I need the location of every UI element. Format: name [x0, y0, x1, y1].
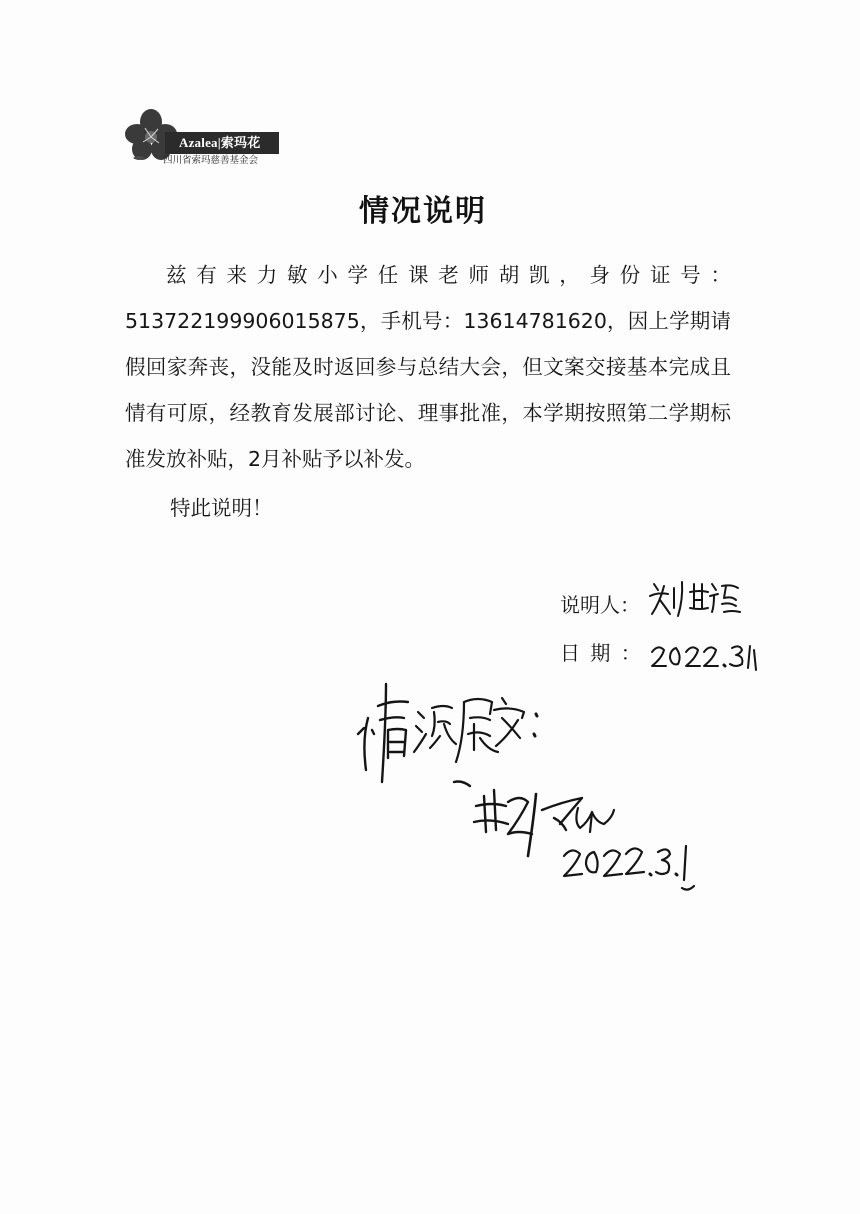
declarant-label: 说明人： [560, 593, 640, 617]
declarant-signature [646, 578, 742, 620]
body-paragraph: 兹有来力敏小学任课老师胡凯，身份证号：513722199906015875，手机号：13614781620，因上学期请假回家奔丧，没能及时返回参与总结大会，但文案交接基本完成且情有可原，经教育发展部讨论、理事批准，本学期按照第二学期标准发放补贴，2月补贴予以补发。 [125, 263, 731, 471]
logo-name: Azalea|索玛花 [179, 135, 261, 150]
approval-date [560, 840, 700, 896]
logo-subtitle: 四川省索玛慈善基金会 [163, 155, 259, 166]
date-label: 日 期 ： [560, 641, 643, 665]
declarant-date [650, 640, 760, 674]
document-body [125, 252, 731, 482]
foundation-logo [125, 108, 285, 170]
document-title: 情况说明 [359, 194, 487, 229]
closing-line: 特此说明！ [170, 496, 273, 520]
